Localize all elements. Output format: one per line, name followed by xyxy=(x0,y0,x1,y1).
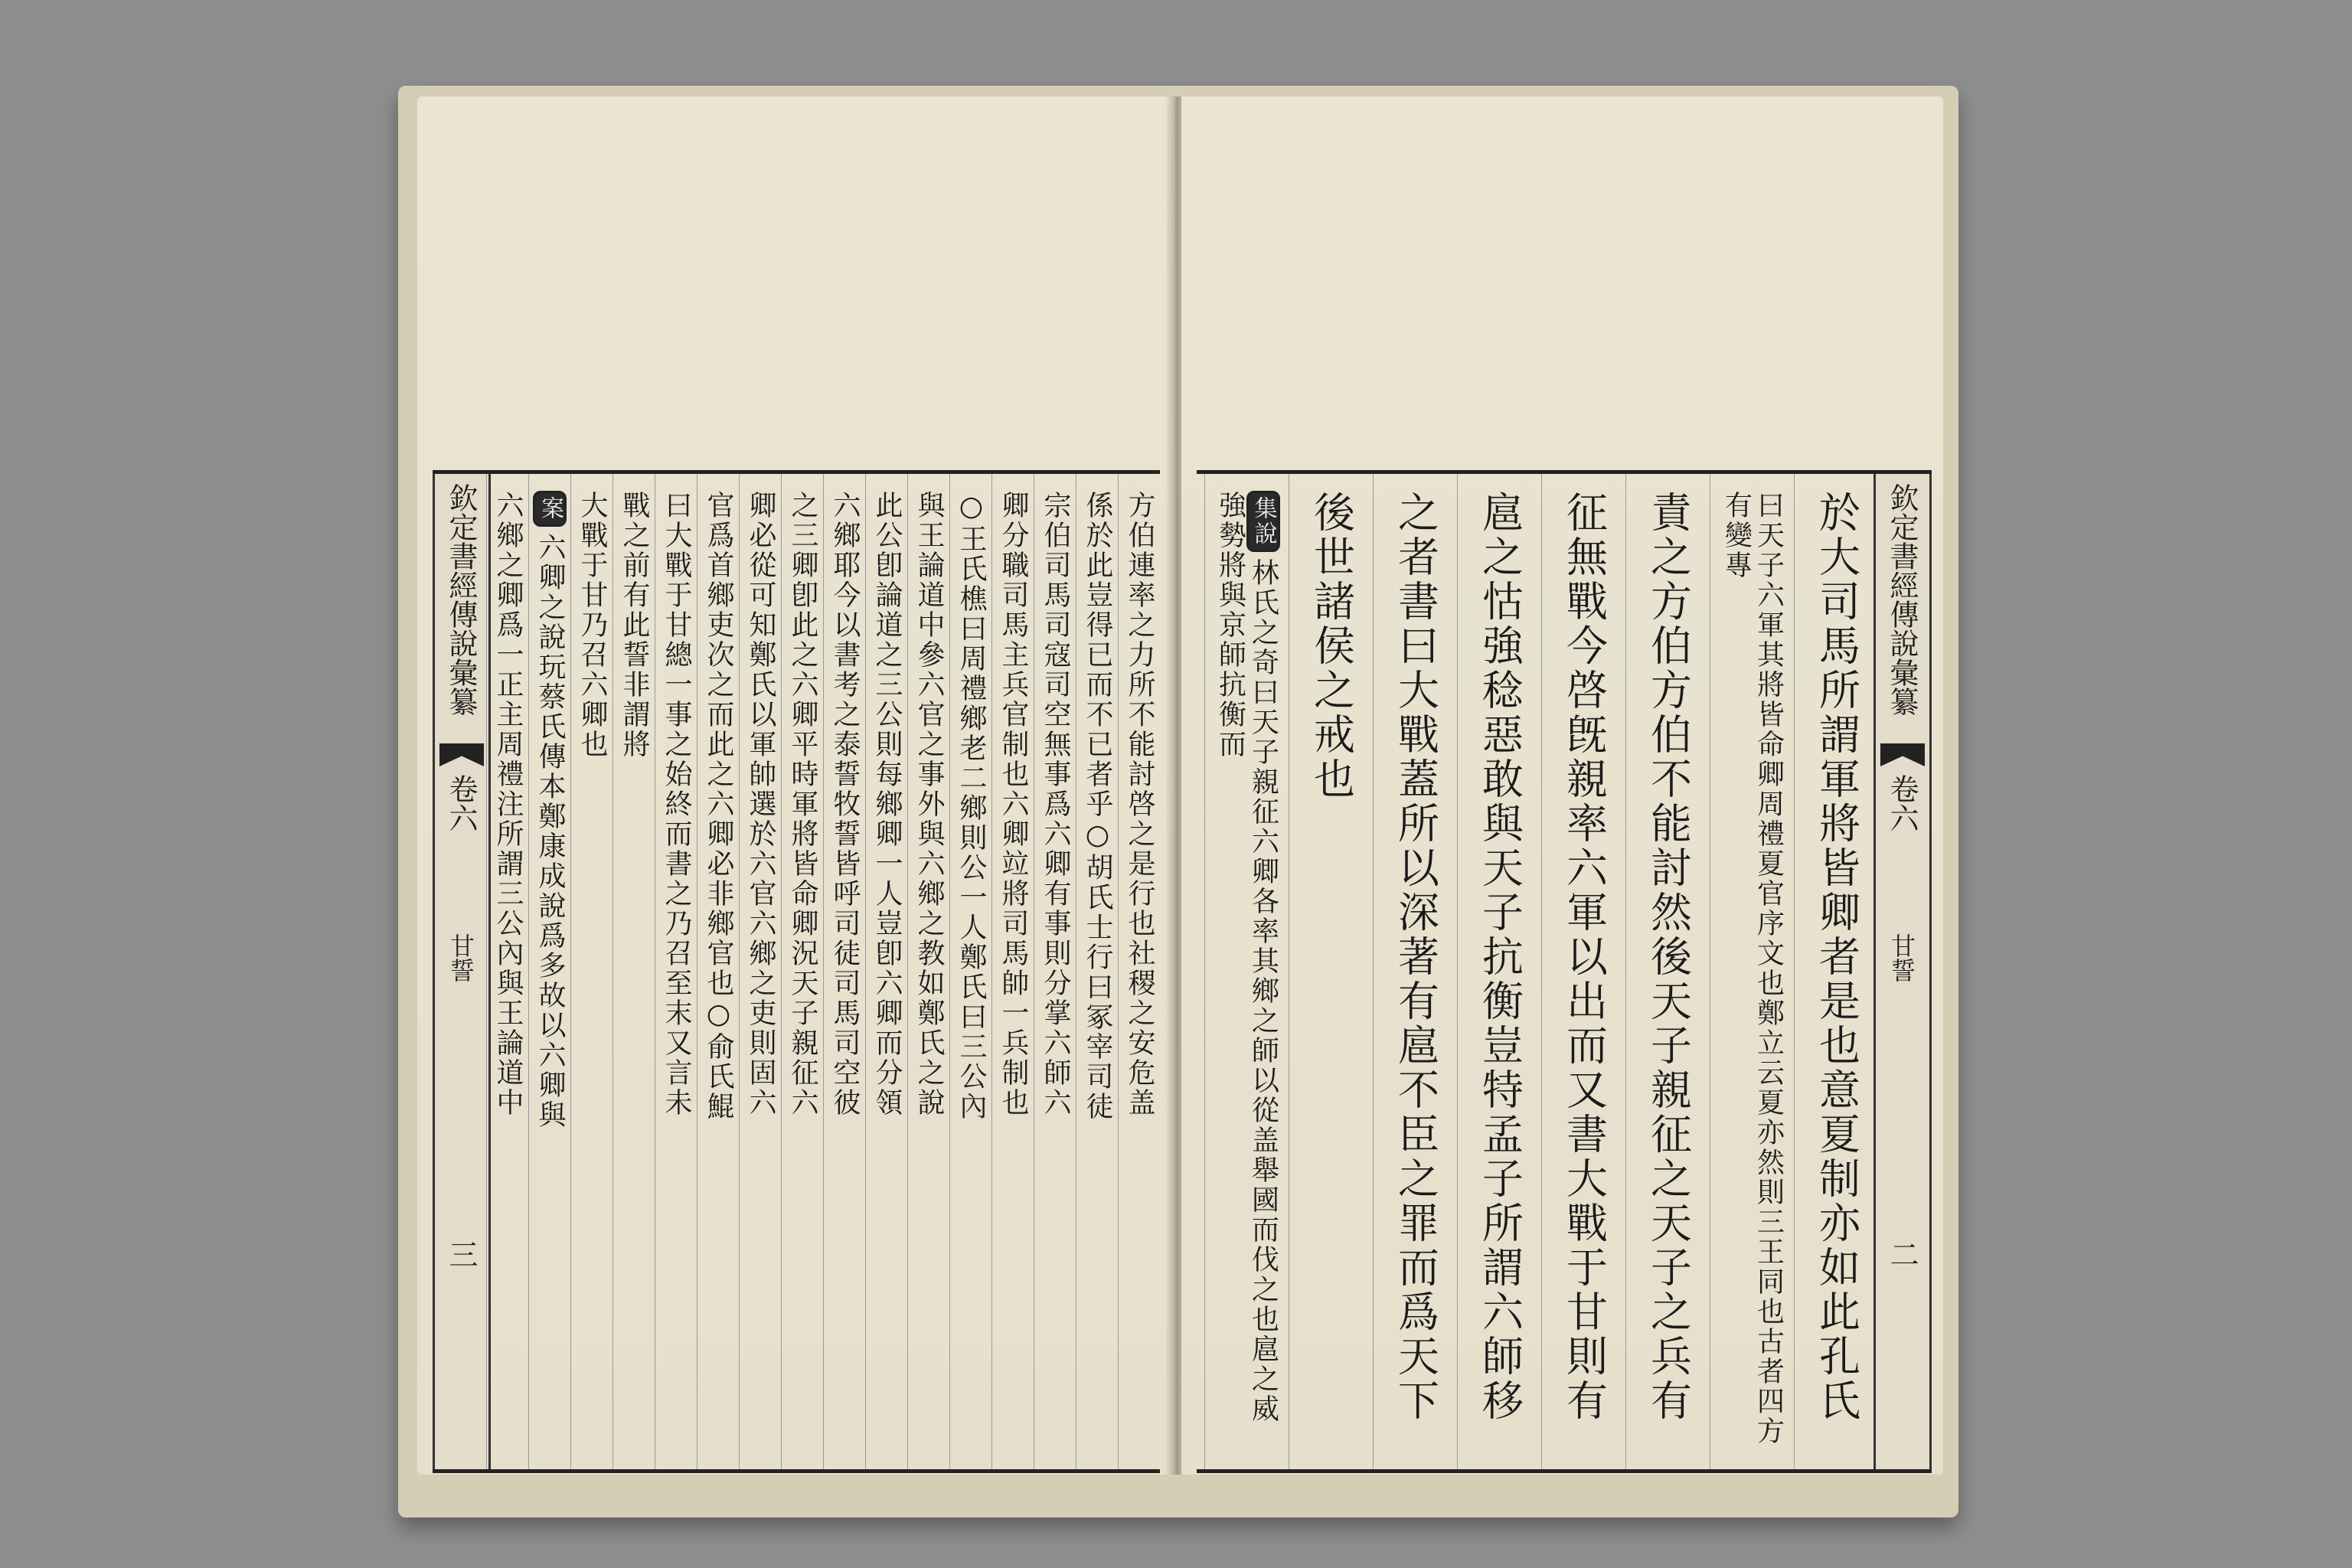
column-text: 後世諸侯之戒也 xyxy=(1307,491,1356,802)
text-column xyxy=(1541,474,1625,1469)
text-column xyxy=(1794,474,1878,1469)
column-text: 之者書曰大戰蓋所以深著有扈不臣之罪而爲天下 xyxy=(1391,491,1440,1423)
text-column xyxy=(739,474,781,1469)
column-text: 與王論道中參六官之事外與六鄉之教如鄭氏之說 xyxy=(913,491,945,1118)
column-text: 卿必從可知鄭氏以軍帥選於六官六鄉之吏則固六 xyxy=(745,491,776,1118)
right-text-columns xyxy=(1197,474,1878,1469)
text-column xyxy=(991,474,1034,1469)
text-column xyxy=(1076,474,1118,1469)
left-margin-chapter: 甘誓 xyxy=(446,933,475,982)
column-text: 於大司馬所謂軍將皆卿者是也意夏制亦如此孔氏 xyxy=(1812,491,1861,1423)
right-margin-volume: 卷六 xyxy=(1885,774,1919,832)
right-page xyxy=(1181,96,1943,1475)
column-text: ○王氏樵曰周禮鄉老二鄉則公一人鄭氏曰三公內 xyxy=(956,491,987,1122)
left-page xyxy=(417,96,1175,1475)
column-text: 曰天子六軍其將皆命卿周禮夏官序文也鄭立云夏亦然則三王同也古者四方有變專 xyxy=(1720,491,1785,1446)
text-column xyxy=(570,474,612,1469)
left-text-frame xyxy=(433,470,1160,1473)
column-text: 官爲首鄉吏次之而此之六卿必非鄉官也○俞氏鯤 xyxy=(703,491,734,1122)
right-margin-title: 欽定書經傳說彙纂 xyxy=(1885,483,1919,716)
column-text: 扈之怙強稔惡敢與天子抗衡豈特孟子所謂六師移 xyxy=(1475,491,1524,1423)
text-column xyxy=(655,474,697,1469)
text-column xyxy=(1373,474,1457,1469)
left-margin-page: 三 xyxy=(444,1240,478,1269)
column-text: 卿分職司馬主兵官制也六卿竝將司馬帥一兵制也 xyxy=(998,491,1029,1118)
text-column xyxy=(612,474,655,1469)
text-column xyxy=(697,474,739,1469)
right-text-frame xyxy=(1197,470,1932,1473)
text-column xyxy=(1710,474,1794,1469)
text-column xyxy=(949,474,991,1469)
text-column xyxy=(1118,474,1160,1469)
text-column xyxy=(1034,474,1076,1469)
text-column xyxy=(1289,474,1373,1469)
text-column xyxy=(486,474,528,1469)
column-text: 宗伯司馬司寇司空無事爲六卿有事則分掌六師六 xyxy=(1040,491,1071,1118)
column-text: 曰大戰于甘總一事之始終而書之乃召至末又言未 xyxy=(661,491,692,1118)
column-text: 大戰于甘乃召六卿也 xyxy=(577,491,608,760)
text-column xyxy=(528,474,570,1469)
fish-tail-mark xyxy=(439,743,484,766)
text-column xyxy=(1625,474,1710,1469)
text-column xyxy=(823,474,865,1469)
column-text: 六鄉之卿爲一正主周禮注所謂三公內與王論道中 xyxy=(492,491,524,1118)
column-text: 之三卿卽此之六卿平時軍將皆命卿況天子親征六 xyxy=(787,491,818,1118)
text-column xyxy=(781,474,823,1469)
column-text: 方伯連率之力所不能討啓之是行也社稷之安危盖 xyxy=(1124,491,1155,1118)
right-margin-page: 二 xyxy=(1885,1240,1919,1269)
column-text: 林氏之奇曰天子親征六卿各率其鄉之師以從盖舉國而伐之也扈之威強勢將與京師抗衡而 xyxy=(1214,491,1279,1424)
column-text: 此公卽論道之三公則每鄉卿一人豈卽六卿而分領 xyxy=(871,491,903,1118)
left-margin-title: 欽定書經傳說彙纂 xyxy=(444,483,478,716)
right-margin-chapter: 甘誓 xyxy=(1887,933,1916,982)
column-text: 係於此豈得已而不已者乎○胡氏士行曰冢宰司徒 xyxy=(1082,491,1113,1122)
column-text: 六卿之說玩蔡氏傳本鄭康成說爲多故以六卿與 xyxy=(534,533,566,1130)
right-block-margin xyxy=(1873,474,1932,1469)
left-text-columns xyxy=(486,474,1160,1469)
column-text: 征無戰今啓旣親率六軍以出而又書大戰于甘則有 xyxy=(1560,491,1609,1423)
column-text: 責之方伯方伯不能討然後天子親征之天子之兵有 xyxy=(1644,491,1693,1423)
column-text: 六鄉耶今以書考之泰誓牧誓皆呼司徒司馬司空彼 xyxy=(829,491,861,1118)
left-block-margin xyxy=(433,474,491,1469)
text-column xyxy=(1204,474,1289,1469)
section-badge: 案 xyxy=(533,491,567,527)
fish-tail-mark xyxy=(1880,743,1925,766)
text-column xyxy=(907,474,949,1469)
section-badge: 集說 xyxy=(1246,491,1280,552)
text-column xyxy=(865,474,907,1469)
column-text: 戰之前有此誓非謂將 xyxy=(619,491,650,760)
text-column xyxy=(1457,474,1541,1469)
left-margin-volume: 卷六 xyxy=(444,774,478,832)
